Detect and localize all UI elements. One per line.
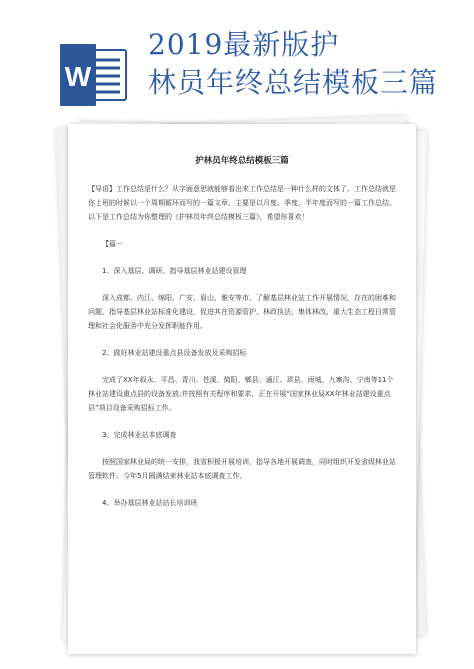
paragraph-1: 深入成都、内江、绵阳、广安、眉山、雅安等市，了解基层林业站工作开展情况，存在的困难和问题，指导基层林业站标准化建设，促进其在资源管护、林政执法、集体林改、重大生态工程日常管理和社会化服务中充分发挥职能作用。 <box>88 294 396 330</box>
paragraph-3: 按照国家林业局的统一安排，我省积极开展培训，指导各地开展调查，同时组织开发省级林业站管理软件。今年5月圆满结束林业站本底调查工作。 <box>88 458 396 480</box>
section-label: 【篇一 <box>102 240 123 248</box>
banner-title-line2: 林员年终总结模板三篇 <box>148 66 439 99</box>
intro-paragraph: 【导语】工作总结是什么？从字面意思就能够看出来工作总结是一种什么样的文体了。工作总结就是你上班的时候以一个周期循环而写的一篇文章，主要是以月度、季度、半年度而写的一篇工作总结。以下是工作总结为你整理的《护林员年终总结模板三篇》，希望你喜欢！ <box>88 185 396 221</box>
word-document-icon <box>60 44 128 106</box>
document-page <box>68 124 416 654</box>
heading-4: 4、举办基层林业站站长培训班 <box>102 499 198 507</box>
heading-1: 1、深入基层、调研、指导基层林业站建设管理 <box>102 267 247 275</box>
banner-title-line1: 2019最新版护 <box>148 28 340 61</box>
banner-title <box>148 26 468 102</box>
document-title: 护林员年终总结模板三篇 <box>195 156 289 166</box>
word-icon-letter: W <box>64 61 92 92</box>
paragraph-2: 完成了XX年叙永、平昌、青川、苍溪、简阳、郫县、通江、珙县、雨城、九寨沟、宁南等11个林业站建设重点县的设备发放;并按照有关程序和要求，正在开展“国家林业局XX年林业站建设重点县”项目设备采购招标工作。 <box>88 376 394 412</box>
heading-3: 3、完成林业站本底调查 <box>102 431 177 439</box>
heading-2: 2、做好林业站建设重点县设备发放及采购招标 <box>102 349 247 357</box>
